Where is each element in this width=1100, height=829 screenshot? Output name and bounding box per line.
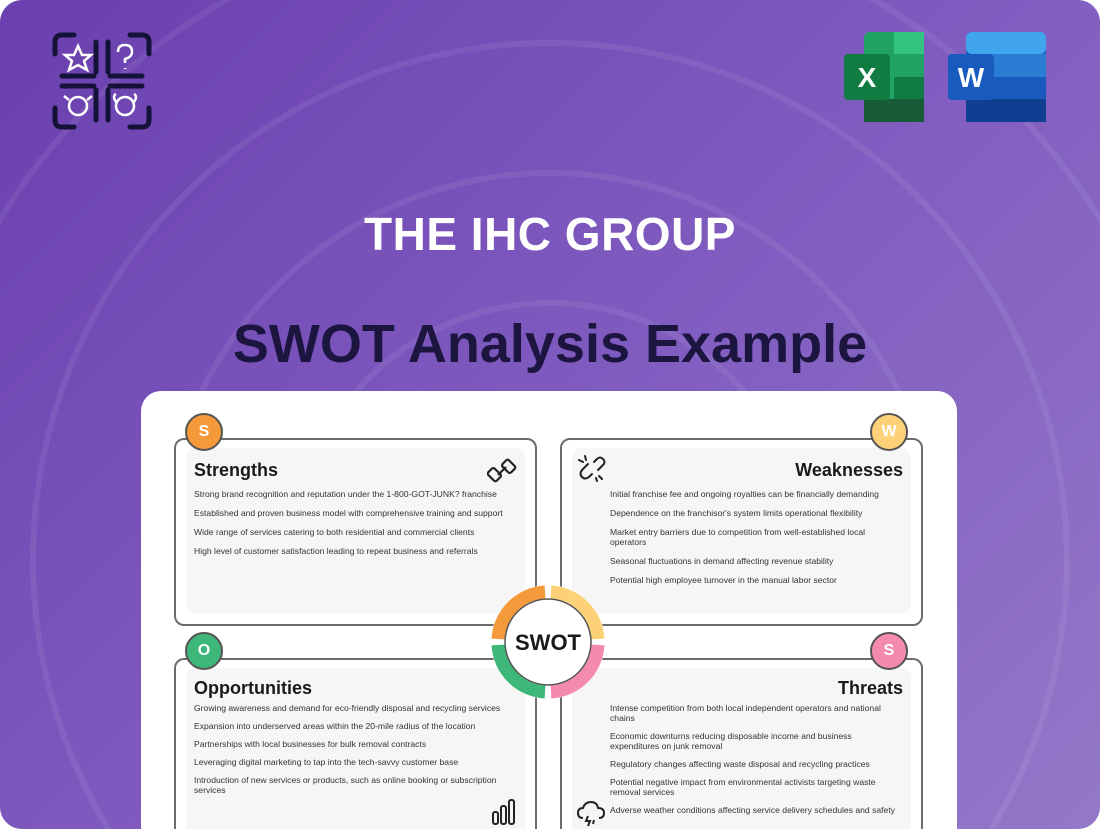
weaknesses-quadrant [560,438,923,626]
weaknesses-item: Potential high employee turnover in the manual labor sector [610,575,837,585]
strengths-item: High level of customer satisfaction leading to repeat business and referrals [194,546,478,556]
opportunities-item: Partnerships with local businesses for bulk removal contracts [194,739,427,749]
opportunities-item: Leveraging digital marketing to tap into the tech-savvy customer base [194,757,459,767]
weaknesses-item: Initial franchise fee and ongoing royalties can be financially demanding [610,489,879,499]
strengths-quadrant [174,438,537,626]
opportunities-item: Introduction of new services or products, such as online booking or subscription services [194,775,497,795]
threats-item: Economic downturns reducing disposable income and business expenditures on junk removal [610,731,852,751]
opportunities-badge: O [185,632,223,670]
dumbbell-icon [487,456,517,486]
opportunities-title: Opportunities [194,678,312,698]
page-title: SWOT Analysis Example [232,314,868,374]
threats-item: Potential negative impact from environmental activists targeting waste removal services [610,777,876,797]
threats-title: Threats [837,678,903,698]
weaknesses-title: Weaknesses [795,460,903,480]
strengths-title: Strengths [194,460,279,480]
threats-quadrant [560,658,923,829]
opportunities-item: Expansion into underserved areas within the 20-mile radius of the location [194,721,476,731]
threats-item: Intense competition from both local independent operators and national chains [610,703,881,723]
brand-logo-icon [52,32,152,130]
excel-icon[interactable] [844,32,924,122]
strengths-badge: S [185,413,223,451]
swot-center-diagram [490,584,606,700]
weaknesses-item: Market entry barriers due to competition from well-established local operators [610,527,866,547]
weaknesses-badge: W [870,413,908,451]
strengths-item: Strong brand recognition and reputation under the 1-800-GOT-JUNK? franchise [194,489,497,499]
word-icon[interactable] [948,32,1046,122]
weaknesses-item: Seasonal fluctuations in demand affecting revenue stability [610,556,834,566]
weaknesses-item: Dependence on the franchisor's system limits operational flexibility [610,508,863,518]
threats-badge: S [870,632,908,670]
opportunities-quadrant [174,658,537,829]
strengths-item: Wide range of services catering to both residential and commercial clients [194,527,475,537]
opportunities-item: Growing awareness and demand for eco-friendly disposal and recycling services [194,703,501,713]
strengths-item: Established and proven business model with comprehensive training and support [194,508,503,518]
broken-link-icon [576,454,606,482]
threats-item: Adverse weather conditions affecting service delivery schedules and safety [610,805,896,815]
svg-text:W: W [957,62,985,93]
threats-item: Regulatory changes affecting waste disposal and recycling practices [610,759,870,769]
swot-center-label: SWOT [515,630,581,655]
svg-text:X: X [857,62,877,93]
bar-chart-icon [491,798,517,826]
storm-cloud-icon [576,800,606,828]
company-name: THE IHC GROUP [364,208,736,260]
